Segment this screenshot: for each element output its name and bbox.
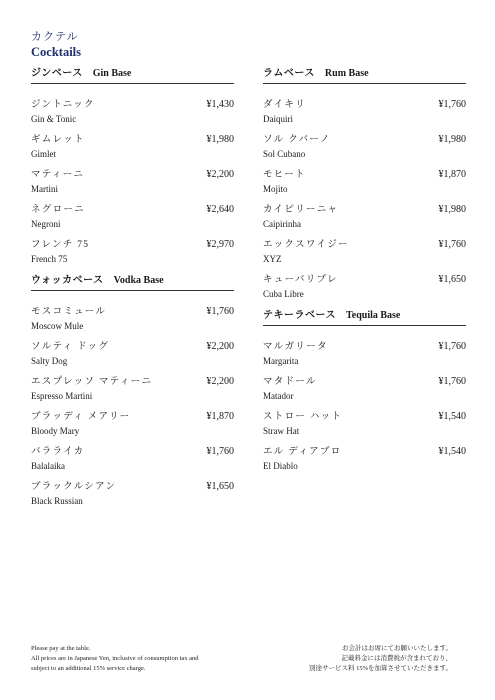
item-name-ja: マタドール xyxy=(263,377,317,387)
menu-item xyxy=(263,134,466,169)
menu-item xyxy=(263,411,466,446)
menu-item xyxy=(31,481,234,516)
item-price: ¥1,980 xyxy=(438,134,466,145)
menu-header xyxy=(31,30,81,60)
item-name-ja: モヒート xyxy=(263,170,306,180)
menu-item xyxy=(31,306,234,341)
item-name-ja: バラライカ xyxy=(31,447,85,457)
menu-item xyxy=(263,239,466,274)
section-title-en: Rum Base xyxy=(324,68,369,79)
item-name-en: Margarita xyxy=(263,356,299,366)
item-name-en: Moscow Mule xyxy=(31,321,84,331)
section-title xyxy=(263,309,466,322)
item-list xyxy=(263,341,466,481)
menu-item xyxy=(31,134,234,169)
menu-item xyxy=(31,341,234,376)
footer-line: 記載料金には消費税が含まれており、 xyxy=(341,655,452,662)
item-name-en: Balalaika xyxy=(31,461,65,471)
item-price: ¥1,540 xyxy=(438,411,466,422)
item-name-ja: ソル クバーノ xyxy=(263,135,331,145)
footer-english-note xyxy=(31,644,199,674)
item-name-en: Daiquiri xyxy=(263,114,293,124)
item-name-ja: ギムレット xyxy=(31,135,85,145)
item-price: ¥1,760 xyxy=(206,306,234,317)
footer-line: subject to an additional 15% service charge. xyxy=(31,665,146,672)
section-title-ja: ウォッカベース xyxy=(31,275,104,286)
item-name-en: Sol Cubano xyxy=(263,149,306,159)
item-name-ja: マルガリータ xyxy=(263,342,328,352)
section-title xyxy=(263,67,466,80)
item-name-en: Black Russian xyxy=(31,496,83,506)
item-list xyxy=(31,99,234,274)
item-price: ¥1,870 xyxy=(206,411,234,422)
menu-item xyxy=(263,446,466,481)
menu-title-ja: カクテル xyxy=(31,31,79,43)
item-price: ¥1,760 xyxy=(438,341,466,352)
menu-title-en: Cocktails xyxy=(31,45,81,59)
item-name-ja: フレンチ 75 xyxy=(31,240,90,250)
item-price: ¥1,870 xyxy=(438,169,466,180)
section-title xyxy=(31,274,234,287)
item-price: ¥1,760 xyxy=(438,99,466,110)
section-title xyxy=(31,67,234,80)
menu-section xyxy=(31,67,234,274)
item-price: ¥1,980 xyxy=(206,134,234,145)
section-title-ja: テキーラベース xyxy=(263,310,336,321)
item-name-ja: エックスワイジー xyxy=(263,240,349,250)
item-name-ja: エル ディアブロ xyxy=(263,447,342,457)
item-name-en: Matador xyxy=(263,391,294,401)
item-name-ja: マティーニ xyxy=(31,170,85,180)
section-title-ja: ジンベース xyxy=(31,68,83,79)
left-column xyxy=(31,67,234,516)
item-name-ja: キューバリブレ xyxy=(263,275,338,285)
menu-item xyxy=(31,376,234,411)
item-name-ja: ブラッディ メアリー xyxy=(31,412,131,422)
menu-section xyxy=(31,274,234,516)
item-name-en: El Diablo xyxy=(263,461,298,471)
item-name-ja: ジントニック xyxy=(31,100,95,110)
section-divider xyxy=(31,83,234,84)
menu-item xyxy=(263,274,466,309)
menu-item xyxy=(31,169,234,204)
item-name-ja: ネグローニ xyxy=(31,205,86,215)
item-name-ja: ブラックルシアン xyxy=(31,482,117,492)
footer-line: お会計はお席にてお願いいたします。 xyxy=(342,645,452,652)
item-price: ¥1,430 xyxy=(206,99,234,110)
section-title-en: Vodka Base xyxy=(113,275,164,286)
menu-item xyxy=(263,99,466,134)
section-title-ja: ラムベース xyxy=(263,68,315,79)
item-price: ¥1,980 xyxy=(438,204,466,215)
item-price: ¥2,200 xyxy=(206,341,234,352)
menu-item xyxy=(31,446,234,481)
item-name-ja: モスコミュール xyxy=(31,307,107,317)
footer-line: Please pay at the table. xyxy=(31,645,91,652)
item-name-en: Cuba Libre xyxy=(263,289,304,299)
item-name-en: Martini xyxy=(31,184,58,194)
section-title-en: Tequila Base xyxy=(346,310,401,321)
item-price: ¥1,540 xyxy=(438,446,466,457)
item-name-ja: ソルティ ドッグ xyxy=(31,342,110,352)
item-price: ¥1,760 xyxy=(438,239,466,250)
menu-section xyxy=(263,67,466,309)
menu-item xyxy=(263,341,466,376)
item-price: ¥1,760 xyxy=(206,446,234,457)
item-name-en: French 75 xyxy=(31,254,68,264)
menu-item xyxy=(31,411,234,446)
item-price: ¥2,970 xyxy=(206,239,234,250)
item-name-ja: エスプレッソ マティーニ xyxy=(31,377,153,387)
item-list xyxy=(263,99,466,309)
item-price: ¥2,640 xyxy=(206,204,234,215)
section-title-en: Gin Base xyxy=(92,68,132,79)
section-divider xyxy=(263,83,466,84)
section-divider xyxy=(31,290,234,291)
item-name-en: Salty Dog xyxy=(31,356,68,366)
menu-item xyxy=(263,204,466,239)
item-name-en: Gimlet xyxy=(31,149,56,159)
item-price: ¥1,760 xyxy=(438,376,466,387)
item-name-en: Mojito xyxy=(263,184,288,194)
menu-item xyxy=(31,99,234,134)
menu-section xyxy=(263,309,466,481)
menu-item xyxy=(31,204,234,239)
item-name-ja: ダイキリ xyxy=(263,100,307,110)
item-price: ¥1,650 xyxy=(206,481,234,492)
item-price: ¥2,200 xyxy=(206,376,234,387)
item-price: ¥1,650 xyxy=(438,274,466,285)
item-name-en: XYZ xyxy=(263,254,282,264)
item-name-en: Espresso Martini xyxy=(31,391,93,401)
item-name-en: Bloody Mary xyxy=(31,426,80,436)
item-name-en: Gin & Tonic xyxy=(31,114,77,124)
item-name-en: Negroni xyxy=(31,219,61,229)
menu-item xyxy=(31,239,234,274)
menu-item xyxy=(263,169,466,204)
menu-item xyxy=(263,376,466,411)
section-divider xyxy=(263,325,466,326)
footer-japanese-note xyxy=(309,644,452,674)
item-name-ja: カイピリーニャ xyxy=(263,205,339,215)
footer-line: 別途サービス料 15%を加算させていただきます。 xyxy=(308,665,452,672)
item-name-en: Caipirinha xyxy=(263,219,301,229)
right-column xyxy=(263,67,466,481)
item-list xyxy=(31,306,234,516)
item-price: ¥2,200 xyxy=(206,169,234,180)
footer-line: All prices are in Japanese Yen, inclusive of consumption tax and xyxy=(31,655,199,662)
item-name-en: Straw Hat xyxy=(263,426,300,436)
item-name-ja: ストロー ハット xyxy=(263,412,343,422)
